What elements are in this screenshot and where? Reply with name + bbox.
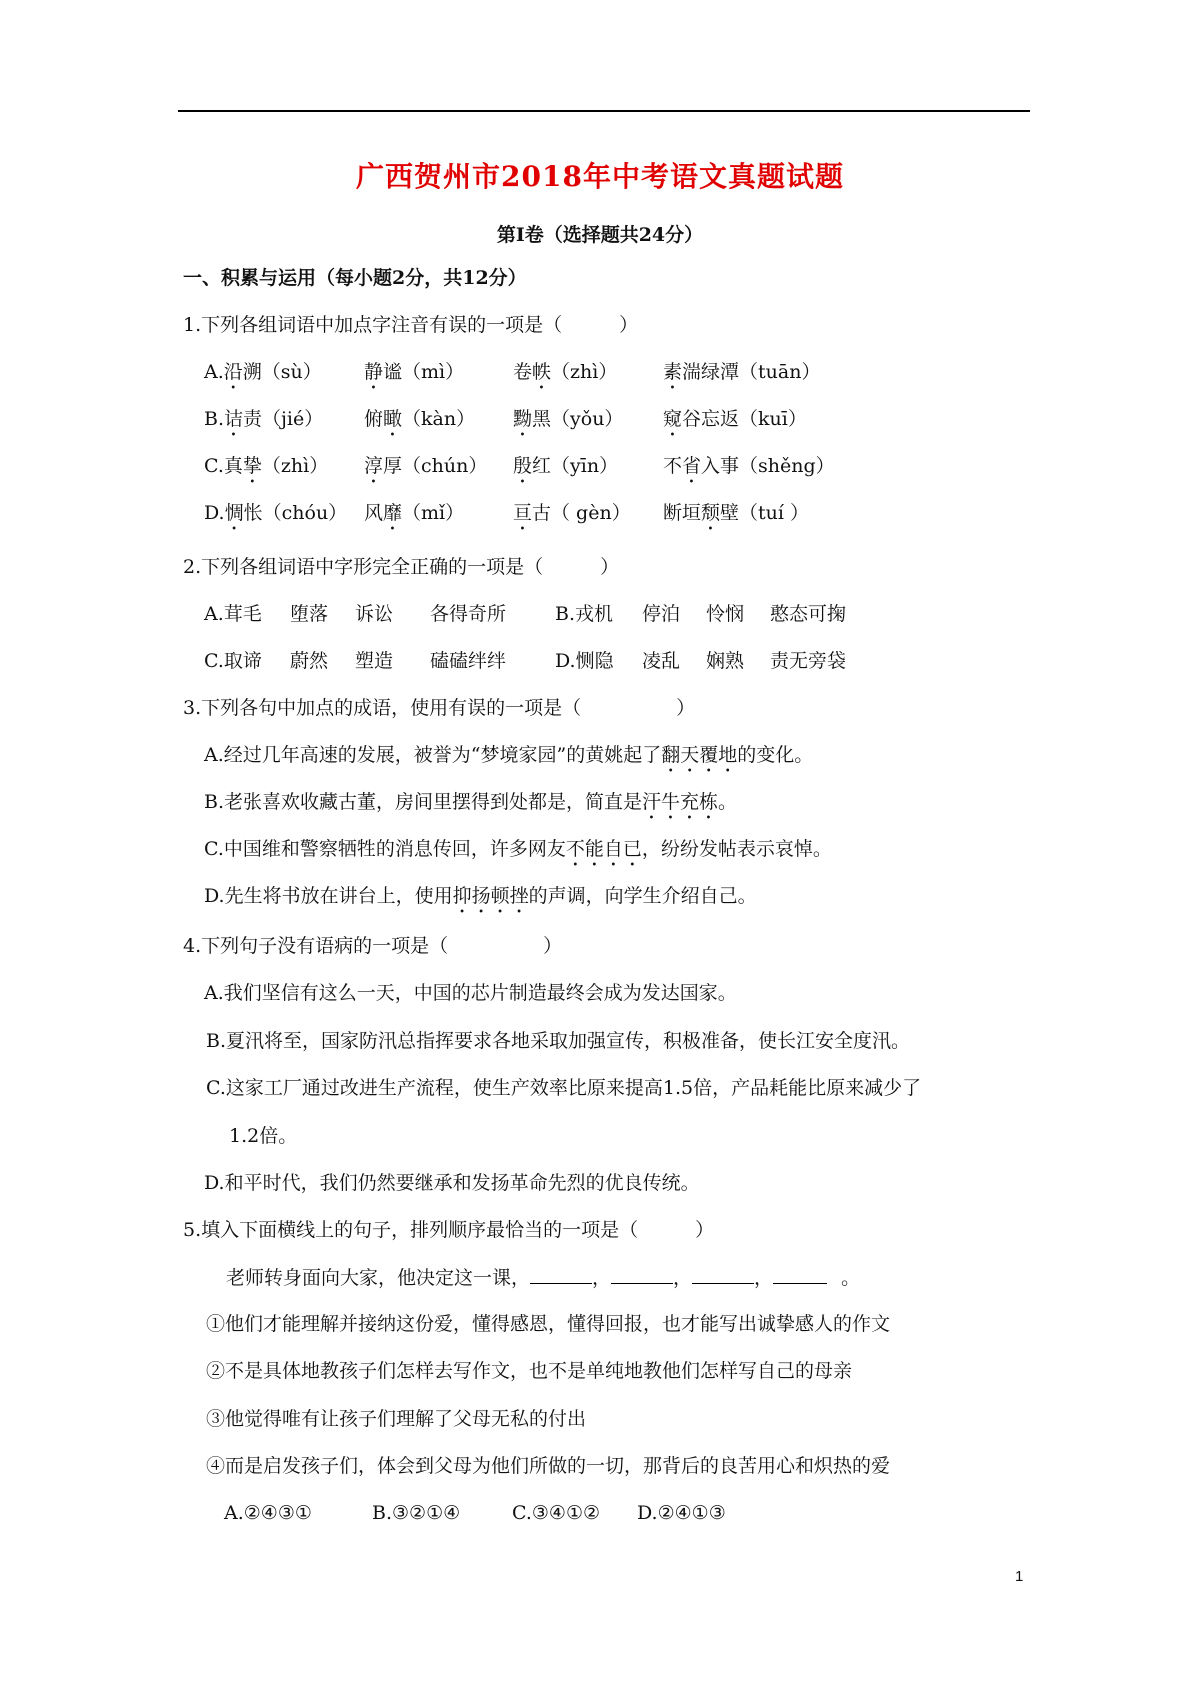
- sentence-text: C.中国维和警察牺牲的消息传回，许多网友: [204, 838, 566, 860]
- pinyin-item: [364, 358, 464, 394]
- question-4-option-a: A.我们坚信有这么一天，中国的芯片制造最终会成为发达国家。: [204, 982, 737, 1004]
- sentence-item-4: ④而是启发孩子们，体会到父母为他们所做的一切，那背后的良苦用心和炽热的爱: [206, 1455, 891, 1477]
- word-item: 蔚然: [290, 650, 329, 672]
- word-item: B.戎机: [555, 603, 614, 625]
- pinyin-item: [663, 452, 835, 488]
- item-suffix: （zhì）: [261, 455, 329, 477]
- word-item: D.恻隐: [555, 650, 614, 672]
- pinyin-item: [204, 452, 328, 488]
- item-suffix: 黑（yǒu）: [532, 408, 624, 430]
- pinyin-item: [204, 499, 347, 535]
- word-item: 各得奇所: [430, 603, 507, 625]
- word-item: 塑造: [355, 650, 394, 672]
- word-item: 堕落: [290, 603, 329, 625]
- question-1-option-row: [0, 358, 1200, 386]
- word-item: 停泊: [642, 603, 681, 625]
- pinyin-item: [663, 405, 807, 441]
- item-prefix: 断垣: [663, 502, 702, 524]
- emphasized-char: 挚: [242, 455, 262, 477]
- emphasized-char: 帙: [532, 361, 552, 383]
- blank-separator: ，: [673, 1267, 693, 1289]
- emphasized-char: 诘: [224, 408, 244, 430]
- page-number: 1: [1015, 1568, 1024, 1585]
- volume-subtitle: 第Ⅰ卷（选择题共24分）: [496, 224, 704, 246]
- blank-separator: ，: [754, 1267, 774, 1289]
- passage-lead: 老师转身面向大家，他决定这一课，: [226, 1267, 531, 1289]
- exam-title: 广西贺州市2018年中考语文真题试题: [356, 160, 844, 193]
- sentence-text: 。: [718, 791, 738, 813]
- emphasized-idiom: 翻天覆地: [661, 744, 738, 766]
- item-suffix: （mǐ）: [402, 502, 465, 524]
- item-suffix: 责（jié）: [243, 408, 324, 430]
- pinyin-item: [663, 358, 820, 394]
- question-1-option-row: [0, 452, 1200, 480]
- question-1-stem: 1.下列各组词语中加点字注音有误的一项是（ ）: [183, 314, 639, 336]
- sentence-text: 的声调，向学生介绍自己。: [528, 885, 757, 907]
- answer-blank: [692, 1263, 754, 1284]
- sentence-text: B.老张喜欢收藏古董，房间里摆得到处都是，简直是: [204, 791, 643, 813]
- choice-a: A.②④③①: [224, 1502, 312, 1524]
- pinyin-item: [513, 452, 618, 488]
- emphasized-char: 黝: [513, 408, 533, 430]
- item-prefix: D.: [204, 502, 225, 524]
- item-suffix: 怅（chóu）: [243, 502, 348, 524]
- question-2-option-row: [0, 647, 1200, 675]
- blank-separator: ，: [592, 1267, 612, 1289]
- question-2-stem: 2.下列各组词语中字形完全正确的一项是（ ）: [183, 556, 620, 578]
- emphasized-char: 省: [682, 455, 702, 477]
- word-item: C.取谛: [204, 650, 262, 672]
- question-5-passage: [226, 1263, 860, 1292]
- emphasized-char: 沿: [223, 361, 243, 383]
- question-5-choices: [224, 1499, 824, 1527]
- word-item: 凌乱: [642, 650, 681, 672]
- item-suffix: 溯（sù）: [242, 361, 322, 383]
- question-5-stem: 5.填入下面横线上的句子，排列顺序最恰当的一项是（ ）: [183, 1219, 715, 1241]
- item-suffix: 入事（shěng）: [701, 455, 835, 477]
- word-item: 责无旁袋: [770, 650, 847, 672]
- question-3-option-a: [204, 741, 813, 777]
- pinyin-item: [364, 499, 464, 535]
- item-suffix: 红（yīn）: [532, 455, 619, 477]
- item-suffix: 壁（tuí ）: [720, 502, 810, 524]
- question-4-option-c: C.这家工厂通过改进生产流程，使生产效率比原来提高1.5倍，产品耗能比原来减少了: [206, 1077, 922, 1099]
- emphasized-idiom: 汗牛充栋: [642, 791, 719, 813]
- item-prefix: 不: [663, 455, 683, 477]
- question-2-option-row: [0, 600, 1200, 628]
- sentence-text: A.经过几年高速的发展，被誉为“梦境家园”的黄姚起了: [204, 744, 662, 766]
- item-suffix: 湍绿潭（tuān）: [682, 361, 821, 383]
- header-rule: [178, 110, 1030, 112]
- word-item: A.茸毛: [204, 603, 262, 625]
- sentence-item-1: ①他们才能理解并接纳这份爱，懂得感恩，懂得回报，也才能写出诚挚感人的作文: [206, 1313, 891, 1335]
- emphasized-idiom: 抑扬顿挫: [452, 885, 529, 907]
- item-prefix: A.: [204, 361, 224, 383]
- item-suffix: （zhì）: [551, 361, 618, 383]
- word-item: 怜悯: [706, 603, 745, 625]
- question-4-option-c-cont: 1.2倍。: [229, 1125, 298, 1147]
- answer-blank: [773, 1263, 827, 1284]
- pinyin-item: [513, 499, 631, 535]
- answer-blank: [530, 1263, 592, 1284]
- section-heading: 一、积累与运用（每小题2分，共12分）: [183, 267, 527, 289]
- pinyin-item: [204, 358, 322, 394]
- item-suffix: 厚（chún）: [383, 455, 488, 477]
- pinyin-item: [513, 358, 617, 394]
- emphasized-char: 窥: [663, 408, 683, 430]
- emphasized-char: 亘: [513, 502, 533, 524]
- question-3-option-b: [204, 788, 737, 824]
- pinyin-item: [663, 499, 809, 535]
- pinyin-item: [204, 405, 323, 441]
- item-prefix: 卷: [513, 361, 533, 383]
- emphasized-idiom: 不能自已: [565, 838, 642, 860]
- question-4-stem: 4.下列句子没有语病的一项是（ ）: [183, 935, 563, 957]
- emphasized-char: 淳: [364, 455, 384, 477]
- emphasized-char: 瞰: [383, 408, 403, 430]
- emphasized-char: 素: [663, 361, 683, 383]
- question-3-option-d: [204, 882, 757, 918]
- item-prefix: C.真: [204, 455, 243, 477]
- choice-d: D.②④①③: [637, 1502, 726, 1524]
- sentence-item-3: ③他觉得唯有让孩子们理解了父母无私的付出: [206, 1408, 587, 1430]
- word-item: 磕磕绊绊: [430, 650, 507, 672]
- sentence-item-2: ②不是具体地教孩子们怎样去写作文，也不是单纯地教他们怎样写自己的母亲: [206, 1360, 853, 1382]
- item-suffix: （kàn）: [402, 408, 476, 430]
- word-item: 诉讼: [355, 603, 394, 625]
- item-prefix: 风: [364, 502, 384, 524]
- item-prefix: B.: [204, 408, 225, 430]
- emphasized-char: 颓: [701, 502, 721, 524]
- answer-blank: [611, 1263, 673, 1284]
- item-suffix: 古（ gèn）: [532, 502, 631, 524]
- emphasized-char: 惆: [224, 502, 244, 524]
- word-item: 憨态可掬: [770, 603, 847, 625]
- choice-b: B.③②①④: [372, 1502, 461, 1524]
- pinyin-item: [513, 405, 623, 441]
- sentence-text: 的变化。: [737, 744, 814, 766]
- word-item: 娴熟: [706, 650, 745, 672]
- question-3-option-c: [204, 835, 832, 871]
- pinyin-item: [364, 452, 487, 488]
- question-4-option-d: D.和平时代，我们仍然要继承和发扬革命先烈的优良传统。: [204, 1172, 700, 1194]
- passage-end: 。: [841, 1267, 861, 1289]
- item-suffix: 谷忘返（kuī）: [682, 408, 807, 430]
- choice-c: C.③④①②: [512, 1502, 601, 1524]
- item-prefix: 俯: [364, 408, 384, 430]
- emphasized-char: 静: [364, 361, 384, 383]
- sentence-text: ，纷纷发帖表示哀悼。: [641, 838, 832, 860]
- pinyin-item: [364, 405, 475, 441]
- question-1-option-row: [0, 405, 1200, 433]
- question-1-option-row: [0, 499, 1200, 527]
- item-suffix: 谧（mì）: [383, 361, 465, 383]
- question-3-stem: 3.下列各句中加点的成语，使用有误的一项是（ ）: [183, 697, 696, 719]
- emphasized-char: 靡: [383, 502, 403, 524]
- question-4-option-b: B.夏汛将至，国家防汛总指挥要求各地采取加强宣传，积极准备，使长江安全度汛。: [206, 1030, 911, 1052]
- emphasized-char: 殷: [513, 455, 533, 477]
- sentence-text: D.先生将书放在讲台上，使用: [204, 885, 453, 907]
